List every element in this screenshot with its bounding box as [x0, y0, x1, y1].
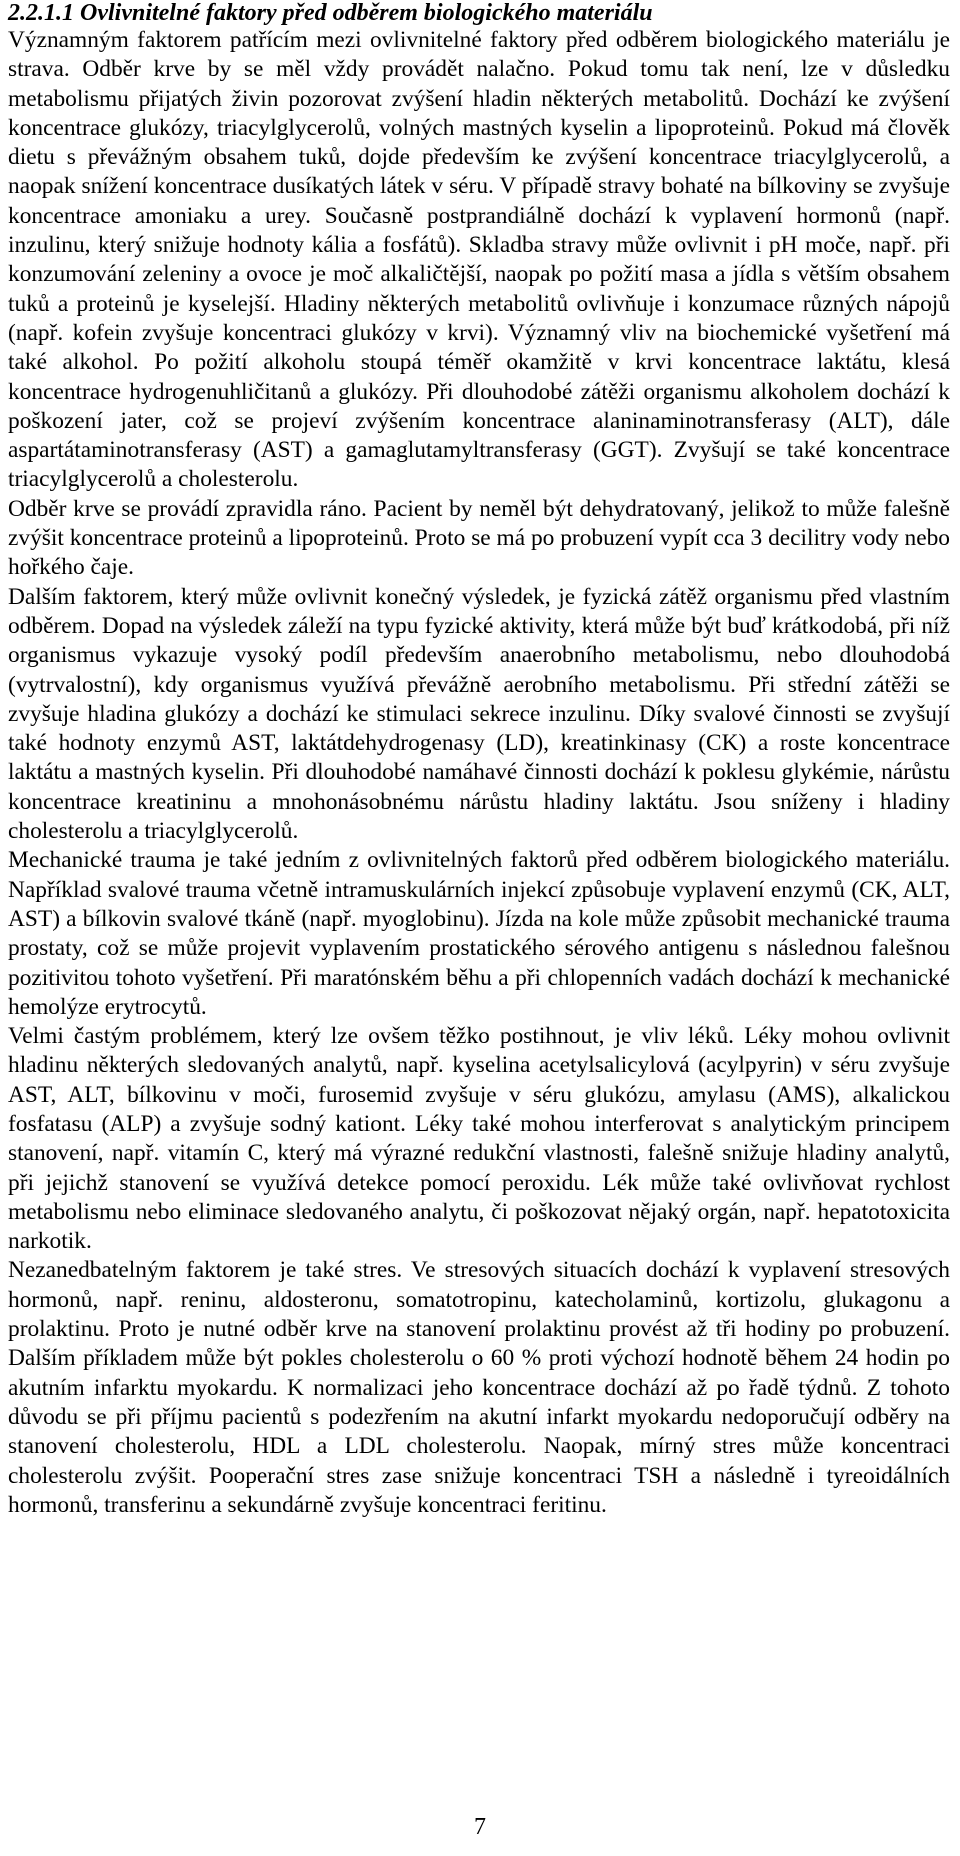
paragraph-physical-exertion: Dalším faktorem, který může ovlivnit konečný výsledek, je fyzická zátěž organismu před vlastním odběrem. Dopad na výsledek záleží na typu fyzické aktivity, která může být buď krátkodobá, při níž organismus vykazuje vysoký podíl především anaerobního metabolismu, nebo dlouhodobá (vytrvalostní), kdy organismus využívá převážně aerobního metabolismu. Při střední zátěži se zvyšuje hladina glukózy a dochází ke stimulaci sekrece inzulinu. Díky svalové činnosti se zvyšují také hodnoty enzymů AST, laktátdehydrogenasy (LD), kreatinkinasy (CK) a roste koncentrace laktátu a mastných kyselin. Při dlouhodobé namáhavé činnosti dochází k poklesu glykémie, nárůstu koncentrace kreatininu a mnohonásobnému nárůstu hladiny laktátu. Jsou sníženy i hladiny cholesterolu a triacylglycerolů. [8, 583, 950, 845]
paragraph-morning-collection: Odběr krve se provádí zpravidla ráno. Pacient by neměl být dehydratovaný, jelikož to může falešně zvýšit koncentrace proteinů a lipoproteinů. Proto se má po probuzení vypít cca 3 decilitry vody nebo hořkého čaje. [8, 495, 950, 581]
paragraph-diet: Významným faktorem patřícím mezi ovlivnitelné faktory před odběrem biologického materiálu je strava. Odběr krve by se měl vždy provádět nalačno. Pokud tomu tak není, lze v důsledku metabolismu přijatých živin pozorovat zvýšení hladin některých metabolitů. Dochází ke zvýšení koncentrace glukózy, triacylglycerolů, volných mastných kyselin a lipoproteinů. Pokud má člověk dietu s převážným obsahem tuků, dojde především ke zvýšení koncentrace triacylglycerolů, a naopak snížení koncentrace dusíkatých látek v séru. V případě stravy bohaté na bílkoviny se zvyšuje koncentrace amoniaku a urey. Současně postprandiálně dochází k vyplavení hormonů (např. inzulinu, který snižuje hodnoty kália a fosfátů). Skladba stravy může ovlivnit i pH moče, např. při konzumování zeleniny a ovoce je moč alkaličtější, naopak po požití masa a jídla s větším obsahem tuků a proteinů je kyselejší. Hladiny některých metabolitů ovlivňuje i konzumace různých nápojů (např. kofein zvyšuje koncentraci glukózy v krvi). Významný vliv na biochemické vyšetření má také alkohol. Po požití alkoholu stoupá téměř okamžitě v krvi koncentrace laktátu, klesá koncentrace hydrogenuhličitanů a glukózy. Při dlouhodobé zátěži organismu alkoholem dochází k poškození jater, což se projeví zvýšením koncentrace alaninaminotransferasy (ALT), dále aspartátaminotransferasy (AST) a gamaglutamyltransferasy (GGT). Zvyšují se také koncentrace triacylglycerolů a cholesterolu. [8, 27, 950, 493]
paragraph-stress: Nezanedbatelným faktorem je také stres. Ve stresových situacích dochází k vyplavení stresových hormonů, např. reninu, aldosteronu, somatotropinu, katecholaminů, kortizolu, glukagonu a prolaktinu. Proto je nutné odběr krve na stanovení prolaktinu provést až tři hodiny po probuzení. Dalším příkladem může být pokles cholesterolu o 60 % proti výchozí hodnotě během 24 hodin po akutním infarktu myokardu. K normalizaci jeho koncentrace dochází až po řadě týdnů. Z tohoto důvodu se při příjmu pacientů s podezřením na akutní infarkt myokardu nedoporučují odběry na stanovení cholesterolu, HDL a LDL cholesterolu. Naopak, mírný stres může koncentraci cholesterolu zvýšit. Pooperační stres zase snižuje koncentraci TSH a následně i tyreoidálních hormonů, transferinu a sekundárně zvyšuje koncentraci feritinu. [8, 1257, 950, 1518]
section-heading: 2.2.1.1 Ovlivnitelné faktory před odběrem biologického materiálu [8, 0, 653, 26]
paragraph-medication: Velmi častým problémem, který lze ovšem těžko postihnout, je vliv léků. Léky mohou ovlivnit hladinu některých sledovaných analytů, např. kyselina acetylsalicylová (acylpyrin) v séru zvyšuje AST, ALT, bílkovinu v moči, furosemid zvyšuje v séru glukózu, amylasu (AMS), alkalickou fosfatasu (ALP) a zvyšuje sodný kationt. Léky také mohou interferovat s analytickým principem stanovení, např. vitamín C, který má výrazné redukční vlastnosti, falešně snižuje hladiny analytů, při jejichž stanovení se využívá detekce pomocí peroxidu. Lék může také ovlivňovat rychlost metabolismu nebo eliminace sledovaného analytu, či poškozovat nějaký orgán, např. hepatotoxicita narkotik. [8, 1023, 950, 1255]
paragraph-mechanical-trauma: Mechanické trauma je také jedním z ovlivnitelných faktorů před odběrem biologického materiálu. Například svalové trauma včetně intramuskulárních injekcí způsobuje vyplavení enzymů (CK, ALT, AST) a bílkovin svalové tkáně (např. myoglobinu). Jízda na kole může způsobit mechanické trauma prostaty, což se může projevit vyplavením prostatického sérového antigenu s následnou falešnou pozitivitou tohoto vyšetření. Při maratónském běhu a při chlopenních vadách dochází k mechanické hemolýze erytrocytů. [8, 847, 950, 1020]
page-number: 7 [474, 1814, 486, 1840]
document-page [8, 0, 950, 1520]
